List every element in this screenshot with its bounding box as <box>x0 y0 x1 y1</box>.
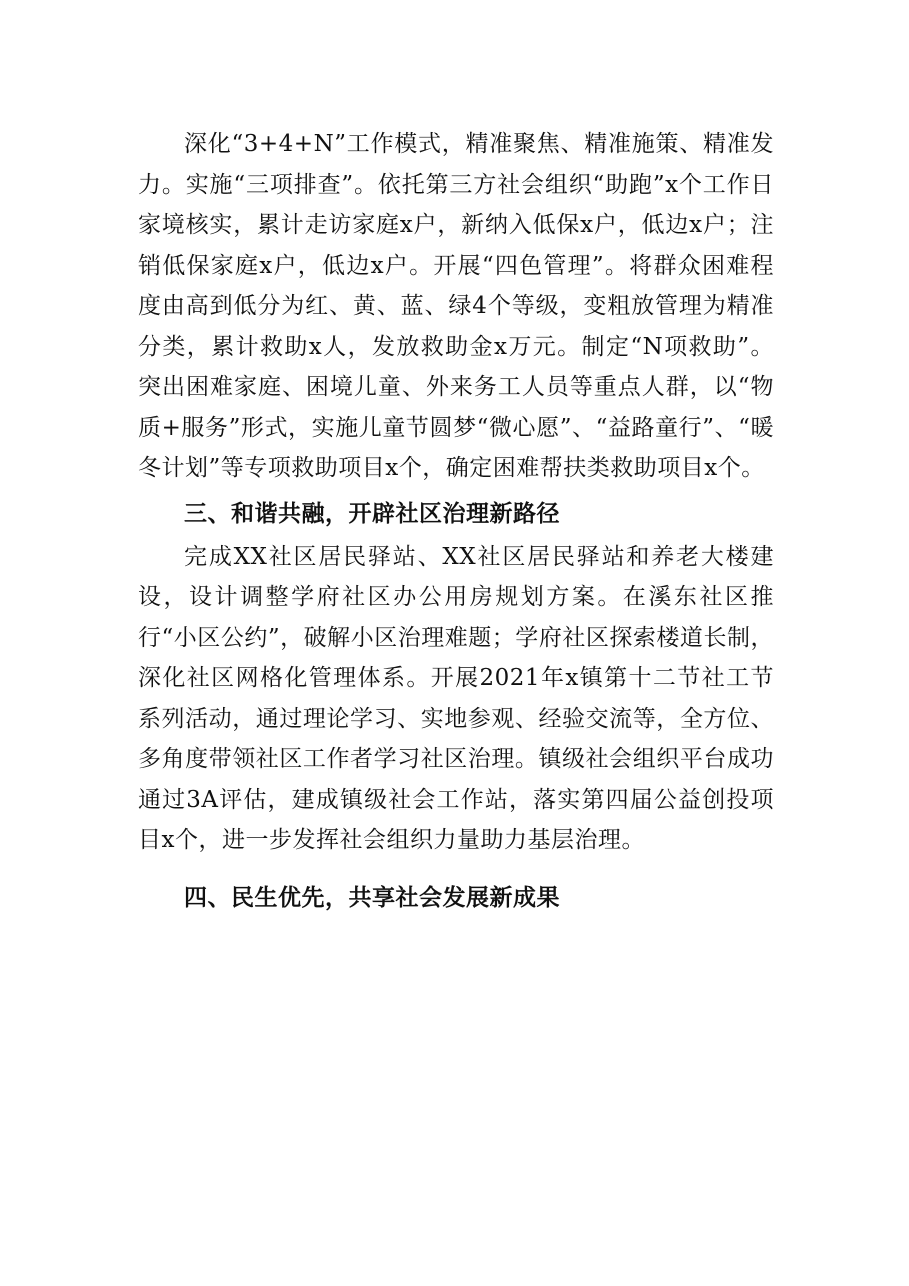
section-heading-community-governance: 三、和谐共融，开辟社区治理新路径 <box>184 500 560 527</box>
document-body <box>138 124 774 921</box>
section-heading-livelihood: 四、民生优先，共享社会发展新成果 <box>184 884 560 911</box>
paragraph-social-assistance: 深化“3+4+N”工作模式，精准聚焦、精准施策、精准发力。实施“三项排查”。依托第三方社会组织“助跑”x个工作日家境核实，累计走访家庭x户，新纳入低保x户，低边x户；注销低保家庭x户，低边x户。开展“四色管理”。将群众困难程度由高到低分为红、黄、蓝、绿4个等级，变粗放管理为精准分类，累计救助x人，发放救助金x万元。制定“N项救助”。突出困难家庭、困境儿童、外来务工人员等重点人群，以“物质+服务”形式，实施儿童节圆梦“微心愿”、“益路童行”、“暖冬计划”等专项救助项目x个，确定困难帮扶类救助项目x个。 <box>138 131 774 481</box>
paragraph-community-governance: 完成XX社区居民驿站、XX社区居民驿站和养老大楼建设，设计调整学府社区办公用房规划方案。在溪东社区推行“小区公约”，破解小区治理难题；学府社区探索楼道长制，深化社区网格化管理体系。开展2021年x镇第十二节社工节系列活动，通过理论学习、实地参观、经验交流等，全方位、多角度带领社区工作者学习社区治理。镇级社会组织平台成功通过3A评估，建成镇级社会工作站，落实第四届公益创投项目x个，进一步发挥社会组织力量助力基层治理。 <box>138 543 774 853</box>
